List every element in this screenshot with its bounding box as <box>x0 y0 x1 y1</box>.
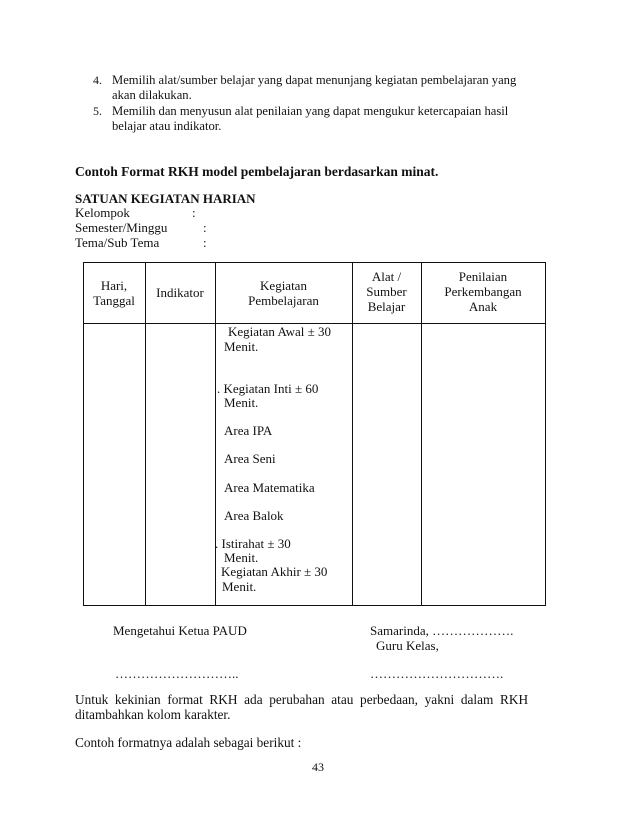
header-penilaian <box>421 269 545 314</box>
field-kelompok-label: Kelompok <box>75 205 130 220</box>
section-heading: Contoh Format RKH model pembelajaran berdasarkan minat. <box>75 164 439 179</box>
satuan-title: SATUAN KEGIATAN HARIAN <box>75 191 256 206</box>
activity-awal-line2: Menit. <box>224 339 259 354</box>
field-tema-label: Tema/Sub Tema <box>75 235 160 250</box>
list-item-4-line2: akan dilakukan. <box>112 88 192 102</box>
table-border-top <box>83 262 546 263</box>
table-border-bottom <box>83 605 546 606</box>
activity-akhir-line1: Kegiatan Akhir ± 30 <box>221 564 328 579</box>
table-col-sep-1 <box>145 262 146 606</box>
header-penilaian-line2: Perkembangan <box>444 284 522 299</box>
rkh-table <box>83 262 546 606</box>
activity-istirahat-line1: . Istirahat ± 30 <box>215 536 291 551</box>
list-item-5-line1: Memilih dan menyusun alat penilaian yang dapat mengukur ketercapaian hasil <box>112 104 509 118</box>
activity-area-seni: Area Seni <box>224 451 276 466</box>
header-kegiatan-line2: Pembelajaran <box>248 293 319 308</box>
list-number-4: 4. <box>93 73 102 87</box>
signature-right-sub: Guru Kelas, <box>376 638 439 653</box>
activity-area-matematika: Area Matematika <box>224 480 315 495</box>
header-indikator-label: Indikator <box>156 285 204 300</box>
activity-akhir-line2: Menit. <box>222 579 257 594</box>
table-border-left <box>83 262 84 606</box>
activity-awal-line1: Kegiatan Awal ± 30 <box>228 324 332 339</box>
list-number-5: 5. <box>93 104 102 118</box>
header-kegiatan-line1: Kegiatan <box>260 278 307 293</box>
header-alat-line3: Belajar <box>367 299 406 314</box>
table-border-right <box>545 262 546 606</box>
activity-istirahat-line2: Menit. <box>224 550 259 565</box>
table-col-sep-2 <box>215 262 216 606</box>
field-semester-colon: : <box>203 220 207 235</box>
contoh-line: Contoh formatnya adalah sebagai berikut : <box>75 735 302 750</box>
list-item-4-line1: Memilih alat/sumber belajar yang dapat menunjang kegiatan pembelajaran yang <box>112 73 517 87</box>
header-alat-line2: Sumber <box>366 284 407 299</box>
signature-left-dots: ……………………….. <box>115 666 239 681</box>
header-hari <box>83 278 145 308</box>
activity-inti-line2: Menit. <box>224 395 259 410</box>
signature-right-dots: …………………………. <box>370 666 504 681</box>
page-number: 43 <box>312 760 324 774</box>
header-penilaian-line3: Anak <box>468 299 498 314</box>
header-kegiatan <box>215 278 352 308</box>
header-indikator <box>145 285 215 300</box>
signature-right-label: Samarinda, ………………. <box>370 623 514 638</box>
header-hari-line2: Tanggal <box>93 293 135 308</box>
activity-inti-line1: . Kegiatan Inti ± 60 <box>217 381 319 396</box>
signature-left-label: Mengetahui Ketua PAUD <box>113 623 247 638</box>
paragraph-line2: ditambahkan kolom karakter. <box>75 707 231 722</box>
field-tema-colon: : <box>203 235 207 250</box>
header-alat <box>352 269 421 314</box>
field-semester-label: Semester/Minggu <box>75 220 168 235</box>
header-alat-line1: Alat / <box>371 269 402 284</box>
list-item-5-line2: belajar atau indikator. <box>112 119 222 133</box>
field-kelompok-colon: : <box>192 205 196 220</box>
header-hari-line1: Hari, <box>100 278 128 293</box>
activity-area-balok: Area Balok <box>224 508 284 523</box>
paragraph-line1: Untuk kekinian format RKH ada perubahan atau perbedaan, yakni dalam RKH <box>75 692 529 707</box>
activity-area-ipa: Area IPA <box>224 423 273 438</box>
header-penilaian-line1: Penilaian <box>458 269 508 284</box>
